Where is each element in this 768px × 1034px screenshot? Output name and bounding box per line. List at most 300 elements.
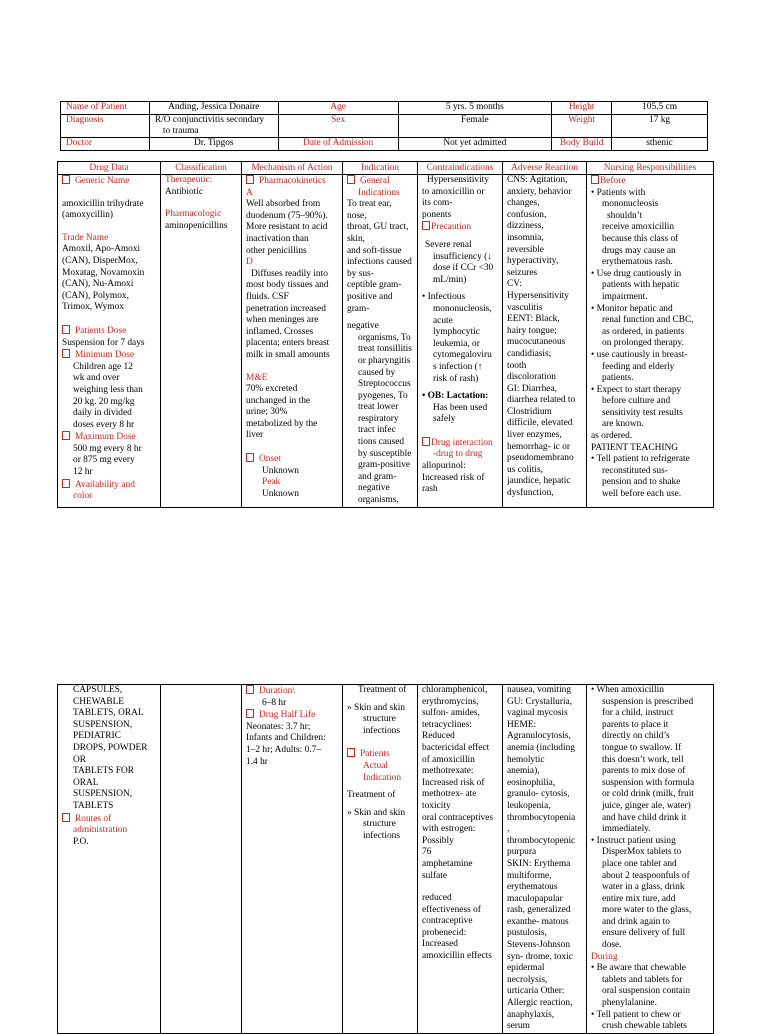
pharmacologic-value: aminopenicillins: [165, 220, 228, 231]
generic-name-line: amoxicillin trihydrate: [62, 198, 144, 209]
form-line: TABLETS, ORAL: [73, 708, 144, 719]
checkbox-icon: [246, 685, 254, 694]
nursing-line: are known.: [602, 419, 644, 430]
interaction-line: effectiveness of: [422, 904, 481, 915]
nursing-line: • Tell patient to refrigerate: [591, 454, 690, 465]
trade-line: (CAN), Nu-Amoxi: [62, 279, 134, 290]
info-row-2: [61, 115, 708, 138]
checkbox-icon: [62, 175, 70, 184]
half-life-line: 1.4 hr: [246, 756, 268, 767]
name-value: Anding, Jessica Donaire: [149, 102, 278, 115]
age-label: Age: [278, 102, 398, 115]
name-label: Name of Patient: [61, 102, 150, 115]
treatment-label: Treatment of: [358, 685, 407, 695]
form-line: CHEWABLE: [73, 696, 125, 707]
nursing-line: reconstituted sus-: [602, 465, 668, 476]
adverse-line: granulo- cytosis,: [507, 789, 570, 800]
adverse-line: hemorrhag- ic or: [507, 441, 570, 452]
adverse-line: syn- drome, toxic: [507, 951, 573, 962]
adverse-line: purpura: [507, 847, 537, 858]
adverse-line: discoloration: [507, 372, 556, 383]
absorption-line: Well absorbed from: [246, 199, 321, 210]
adverse-line: thrombocytopenia: [507, 812, 576, 823]
adverse-line: Clostridium: [507, 406, 552, 417]
drug-data-cell: [58, 175, 161, 508]
min-dose-line: doses every 8 hr: [73, 419, 135, 430]
adverse-line: EENT: Black,: [507, 314, 560, 325]
precaution-line: • Infectious: [422, 292, 466, 303]
me-line: unchanged in the: [246, 395, 311, 406]
interaction-line: methotrexate:: [422, 766, 474, 777]
indication-line: positive and: [347, 291, 393, 302]
ob-line: Has been used: [433, 402, 488, 413]
adverse-line: tooth: [507, 360, 527, 371]
nursing-line: • Be aware that chewable: [591, 963, 686, 974]
trade-name-label: Trade Name: [62, 232, 109, 243]
drug-interaction-label-2: -drug to drug: [433, 449, 483, 460]
form-line: SUSPENSION,: [73, 789, 133, 800]
nursing-line: impairment.: [602, 291, 648, 302]
age-value: 5 yrs. 5 months: [398, 102, 552, 115]
nursing-line: mononucleosis: [602, 199, 659, 210]
diagnosis-line-2: to trauma: [162, 126, 199, 136]
form-line: CAPSULES,: [73, 685, 123, 695]
checkbox-icon: [246, 453, 254, 462]
checkbox-icon: [62, 431, 70, 440]
patients-actual-indication-label: Patients: [347, 748, 413, 761]
classification-cell: [161, 175, 242, 508]
half-life-line: Infants and Children:: [246, 733, 326, 744]
drug-study-table: [57, 161, 714, 508]
general-indications-label-2: Indications: [358, 187, 400, 198]
interaction-line: Reduced: [422, 731, 455, 742]
nursing-line: juice, ginger ale, water): [602, 800, 691, 811]
interaction-line: Possibly: [422, 835, 454, 846]
adverse-line: vasculitis: [507, 302, 543, 313]
indication-line: tions caused: [358, 437, 405, 448]
nursing-line: • Expect to start therapy: [591, 384, 682, 395]
indication-line: throat, GU tract,: [347, 222, 409, 233]
adverse-line: hairy tongue;: [507, 325, 557, 336]
adverse-line: seizures: [507, 267, 538, 278]
nursing-line: before culture and: [602, 396, 671, 407]
checkbox-icon: [422, 437, 430, 446]
header-mechanism: Mechanism of Action: [242, 162, 343, 175]
indication-line: by sus-: [347, 268, 374, 279]
drug-interaction-label: Drug interaction: [422, 437, 498, 450]
nursing-line: sensitivity test results: [602, 407, 683, 418]
absorption-line: More resistant to acid: [246, 222, 328, 233]
therapeutic-label: Therapeutic:: [165, 175, 213, 185]
interaction-line: erythromycins,: [422, 696, 479, 707]
drug-data-cell: [58, 685, 161, 1034]
interaction-line: rash: [422, 484, 438, 495]
classification-cell: [161, 685, 242, 1034]
adverse-line: dysfunction,: [507, 488, 554, 499]
nursing-line: erythematous rash.: [602, 257, 673, 268]
precaution-line: risk of rash): [433, 373, 479, 384]
mechanism-cell: [242, 685, 343, 1034]
indication-line: structure: [363, 714, 396, 725]
indication-line: organisms,: [358, 495, 399, 506]
indication-line: negative: [347, 321, 379, 332]
indication-line: infections: [363, 830, 400, 841]
adverse-line: changes,: [507, 198, 540, 209]
form-line: TABLETS FOR: [73, 766, 134, 777]
duration-value: 6–8 hr: [262, 697, 287, 708]
header-row: [58, 162, 714, 175]
nursing-line: parents to place it: [602, 719, 669, 730]
adverse-line: dizziness,: [507, 221, 544, 232]
admission-value: Not yet admitted: [398, 138, 552, 151]
nursing-line: this doesn’t work, tell: [602, 754, 684, 765]
contra-line: ponents: [422, 209, 452, 220]
adverse-line: pustulosis,: [507, 928, 547, 939]
mechanism-cell: [242, 175, 343, 508]
duration-label: Duration\: [246, 685, 338, 698]
trade-line: (CAN), Polymox,: [62, 290, 129, 301]
nursing-line: parents to mix dose of: [602, 766, 686, 777]
adverse-line: multiforme,: [507, 870, 552, 881]
distribution-line: when meninges are: [246, 315, 319, 326]
nursing-line: entire mix ture, add: [602, 893, 676, 904]
adverse-line: jaundice, hepatic: [507, 476, 571, 487]
indication-cell: [343, 685, 418, 1034]
header-classification: Classification: [161, 162, 242, 175]
ob-lactation-label: • OB: Lactation:: [422, 391, 489, 402]
trade-line: (CAN), DisperMox,: [62, 255, 138, 266]
adverse-line: maculopapular: [507, 893, 563, 904]
interaction-line: chloramphenicol,: [422, 685, 488, 695]
adverse-line: nausea, vomiting: [507, 685, 572, 695]
interaction-line: methotrex- ate: [422, 789, 477, 800]
min-dose-line: wk and over: [73, 373, 120, 384]
actual-label: Actual: [363, 760, 388, 771]
availability-label: Availability and: [62, 479, 156, 492]
admission-label: Date of Admission: [278, 138, 398, 151]
pharmacologic-label: Pharmacologic: [165, 209, 222, 220]
generic-name-label: Generic Name: [62, 175, 156, 188]
distribution-line: most body tissues and: [246, 280, 329, 291]
adverse-reaction-cell: [503, 685, 587, 1034]
adverse-line: hemolytic: [507, 754, 545, 765]
form-line: OR: [73, 754, 87, 765]
drug-row-2: [58, 685, 714, 1034]
indication-line: or pharyngitis: [358, 355, 411, 366]
pharmacokinetics-label: Pharmacokinetics: [246, 175, 338, 188]
contraindications-cell: [418, 685, 503, 1034]
adverse-line: anemia (including: [507, 742, 575, 753]
nursing-line: crush chewable tablets: [602, 1021, 687, 1032]
interaction-line: of amoxicillin: [422, 754, 475, 765]
interaction-line: oral contraceptives: [422, 812, 494, 823]
half-life-label: Drug Half Life: [246, 709, 338, 722]
nursing-line: • Patients with: [591, 187, 646, 198]
adverse-line: necrolysis,: [507, 974, 548, 985]
indication-line: tract infec: [358, 425, 396, 436]
indication-line: » Skin and skin: [347, 807, 406, 818]
header-indication: Indication: [343, 162, 418, 175]
distribution-line: milk in small amounts: [246, 349, 330, 360]
adverse-line: difficile, elevated: [507, 418, 573, 429]
treatment-label: Treatment of: [347, 790, 396, 801]
nursing-line: more water to the glass,: [602, 905, 692, 916]
adverse-line: confusion,: [507, 209, 547, 220]
indication-line: gram-positive: [358, 460, 411, 471]
peak-value: Unknown: [262, 488, 299, 499]
me-line: metabolized by the: [246, 418, 318, 429]
precaution-line: s infection (↑: [433, 361, 483, 372]
contra-line: its com-: [422, 198, 453, 209]
interaction-line: sulfate: [422, 870, 447, 881]
adverse-line: anemia),: [507, 766, 540, 777]
interaction-line: Increased risk of: [422, 472, 485, 483]
nursing-line: about 2 teaspoonfuls of: [602, 870, 690, 881]
generic-name-line: (amoxycillin): [62, 210, 114, 221]
interaction-line: sulfon- amides,: [422, 708, 480, 719]
contra-line: to amoxicillin or: [422, 186, 485, 197]
adverse-line: HEME:: [507, 719, 537, 730]
checkbox-icon: [591, 175, 599, 184]
nursing-line: well before each use.: [602, 489, 682, 500]
nursing-line: suspension is prescribed: [602, 696, 694, 707]
adverse-line: anxiety, behavior: [507, 186, 572, 197]
minimum-dose-label: Minimum Dose: [62, 349, 156, 362]
interaction-line: reduced: [422, 893, 452, 904]
adverse-line: reversible: [507, 244, 544, 255]
indication-line: and gram-: [358, 471, 397, 482]
nursing-line: shouldn’t: [607, 210, 643, 221]
indication-label: Indication: [363, 772, 402, 783]
interaction-line: tetracyclines:: [422, 719, 472, 730]
contraindications-cell: [418, 175, 503, 508]
nursing-line: DisperMox tablets to: [602, 847, 682, 858]
nursing-line: tongue to swallow. If: [602, 742, 682, 753]
ob-line: safely: [433, 414, 456, 425]
nursing-line: directly on child’s: [602, 731, 670, 742]
precaution-line: Severe renal: [425, 239, 472, 250]
form-line: ORAL: [73, 777, 99, 788]
interaction-line: contraceptive: [422, 916, 473, 927]
onset-label: Onset: [246, 453, 338, 466]
interaction-line: bactericidal effect: [422, 742, 490, 753]
nursing-line: phenylalanine.: [602, 998, 657, 1009]
adverse-line: GI: Diarrhea,: [507, 383, 557, 394]
form-line: SUSPENSION,: [73, 719, 133, 730]
min-dose-line: daily in divided: [73, 408, 132, 419]
nursing-line: because this class of: [602, 233, 679, 244]
form-line: DROPS, POWDER: [73, 742, 148, 753]
nursing-line: water in a glass, drink: [602, 882, 685, 893]
build-value: sthenic: [612, 138, 708, 151]
as-ordered-text: as ordered.: [591, 431, 633, 442]
indication-line: treat tonsillitis: [358, 344, 412, 355]
interaction-line: Increased: [422, 939, 458, 950]
indication-line: gram-: [347, 303, 370, 314]
peak-label: Peak: [262, 477, 281, 488]
header-drug-data: Drug Data: [58, 162, 161, 175]
adverse-line: vaginal mycosis: [507, 708, 568, 719]
precaution-line: mononucleosis,: [433, 303, 492, 314]
header-nursing: Nursing Responsibilities: [587, 162, 714, 175]
adverse-line: insomnia,: [507, 232, 544, 243]
adverse-reaction-cell: [503, 175, 587, 508]
patient-teaching-label: PATIENT TEACHING: [591, 442, 679, 453]
indication-line: treat lower: [358, 402, 399, 413]
build-label: Body Build: [552, 138, 612, 151]
adverse-line: mucocutaneous: [507, 337, 566, 348]
nursing-line: place one tablet and: [602, 858, 677, 869]
precaution-line: mL/min): [433, 274, 467, 285]
height-value: 105.5 cm: [612, 102, 708, 115]
checkbox-icon: [347, 175, 355, 184]
trade-line: Moxatag, Novamoxin: [62, 267, 145, 278]
indication-line: Streptococcus: [358, 379, 411, 390]
distribution-label: D: [246, 257, 253, 268]
nursing-line: for a child, instruct: [602, 708, 674, 719]
patient-info-table: [60, 101, 708, 151]
nursing-line: ensure delivery of full: [602, 928, 686, 939]
indication-line: To treat ear, nose,: [347, 199, 392, 221]
adverse-line: diarrhea related to: [507, 395, 576, 406]
diagnosis-value: [149, 115, 278, 138]
adverse-line: hyperactivity,: [507, 256, 559, 267]
indication-line: skin,: [347, 233, 365, 244]
min-dose-line: 20 kg. 20 mg/kg: [73, 396, 135, 407]
half-life-line: Neonates: 3.7 hr;: [246, 721, 311, 732]
nursing-line: dose.: [602, 940, 622, 951]
me-line: urine; 30%: [246, 407, 288, 418]
me-line: liver: [246, 430, 264, 441]
availability-label-2: color: [73, 491, 93, 502]
absorption-line: other penicillins: [246, 245, 307, 256]
nursing-line: renal function and CBC,: [602, 315, 694, 326]
contra-line: Hypersensitivity: [427, 175, 489, 185]
precaution-line: dose if CCr <30: [433, 263, 494, 274]
interaction-line: amoxicillin effects: [422, 951, 492, 962]
max-dose-line: or 875 mg every: [73, 455, 135, 466]
adverse-line: CV:: [507, 279, 522, 290]
distribution-line: placenta; enters breast: [246, 338, 330, 349]
header-adverse-reaction: Adverse Reaction: [503, 162, 587, 175]
nursing-line: • Monitor hepatic and: [591, 303, 673, 314]
info-row-1: [61, 102, 708, 115]
height-label: Height: [552, 102, 612, 115]
nursing-line: immediately.: [602, 824, 651, 835]
adverse-line: epidermal: [507, 963, 545, 974]
onset-value: Unknown: [262, 465, 299, 476]
nursing-line: • use cautiously in breast-: [591, 349, 688, 360]
nursing-line: • Instruct patient using: [591, 835, 676, 846]
indication-line: by susceptible: [358, 448, 412, 459]
precaution-line: lymphocytic: [433, 327, 480, 338]
adverse-line: us colitis,: [507, 464, 543, 475]
adverse-line: Stevens-Johnson: [507, 940, 571, 951]
adverse-line: rash, generalized: [507, 905, 571, 916]
interaction-line: 76: [422, 847, 432, 858]
adverse-line: SKIN: Erythema: [507, 858, 571, 869]
nursing-line: oral suspension contain: [602, 986, 691, 997]
half-life-line: 1–2 hr; Adults: 0.7–: [246, 744, 322, 755]
doctor-label: Doctor: [61, 138, 150, 151]
indication-line: infections caused: [347, 257, 412, 268]
nursing-line: • When amoxicillin: [591, 685, 664, 695]
interaction-line: allopurinol:: [422, 461, 466, 472]
checkbox-icon: [246, 175, 254, 184]
nursing-line: receive amoxicillin: [602, 222, 675, 233]
doctor-value: Dr. Tipgos: [149, 138, 278, 151]
indication-line: structure: [363, 819, 396, 830]
adverse-line: Allergic reaction,: [507, 998, 573, 1009]
checkbox-icon: [246, 709, 254, 718]
indication-line: » Skin and skin: [347, 702, 406, 713]
indication-line: respiratory: [358, 413, 399, 424]
checkbox-icon: [62, 349, 70, 358]
absorption-line: inactivation than: [246, 233, 309, 244]
absorption-label: A: [246, 187, 253, 198]
distribution-line: penetration increased: [246, 303, 326, 314]
trade-line: Amoxil, Apo-Amoxi: [62, 244, 141, 255]
distribution-line: fluids. CSF: [246, 291, 289, 302]
nursing-line: • Tell patient to chew or: [591, 1009, 681, 1020]
nursing-line: and drink again to: [602, 916, 670, 927]
interaction-line: probenecid:: [422, 927, 467, 938]
header-contraindications: Contraindications: [418, 162, 503, 175]
nursing-line: tablets and tablets for: [602, 974, 683, 985]
distribution-line: inflamed. Crosses: [246, 326, 314, 337]
routes-label: Routes of: [62, 813, 156, 826]
indication-line: ceptible gram-: [347, 280, 402, 291]
checkbox-icon: [62, 813, 70, 822]
interaction-line: toxicity: [422, 800, 451, 811]
indication-line: infections: [363, 725, 400, 736]
indication-line: and soft-tissue: [347, 245, 402, 256]
adverse-line: ,: [507, 824, 510, 835]
me-label: M&E: [246, 372, 268, 383]
trade-line: Trimox, Wymox: [62, 302, 124, 313]
general-indications-label: General: [347, 175, 413, 188]
precaution-line: leukemia, or: [433, 338, 480, 349]
patients-dose-label: Patients Dose: [62, 325, 156, 338]
adverse-line: exanthe- matous: [507, 916, 569, 927]
nursing-line: suspension with formula: [602, 777, 695, 788]
adverse-line: urticaria Other:: [507, 986, 565, 997]
weight-value: 17 kg: [612, 115, 708, 138]
me-line: 70% excreted: [246, 384, 298, 395]
adverse-line: serum: [507, 1021, 530, 1032]
nursing-line: patients.: [602, 373, 634, 384]
adverse-line: thrombocytopenic: [507, 835, 576, 846]
precaution-line: insufficiency (↓: [433, 251, 492, 262]
nursing-line: on prolonged therapy.: [602, 338, 684, 349]
precaution-line: acute: [433, 315, 453, 326]
checkbox-icon: [347, 748, 355, 757]
min-dose-line: weighing less than: [73, 384, 143, 395]
checkbox-icon: [422, 221, 430, 230]
weight-label: Weight: [552, 115, 612, 138]
nursing-line: pension and to shake: [602, 477, 681, 488]
adverse-line: CNS: Agitation,: [507, 175, 568, 185]
info-row-3: [61, 138, 708, 151]
interaction-line: amphetamine: [422, 858, 473, 869]
distribution-line: Diffuses readily into: [251, 268, 328, 279]
max-dose-line: 500 mg every 8 hr: [73, 443, 142, 454]
routes-label-2: administration: [73, 825, 128, 836]
max-dose-line: 12 hr: [73, 467, 93, 478]
routes-value: P.O.: [73, 836, 89, 847]
adverse-line: Agranulocytosis,: [507, 731, 571, 742]
sex-value: Female: [398, 115, 552, 138]
